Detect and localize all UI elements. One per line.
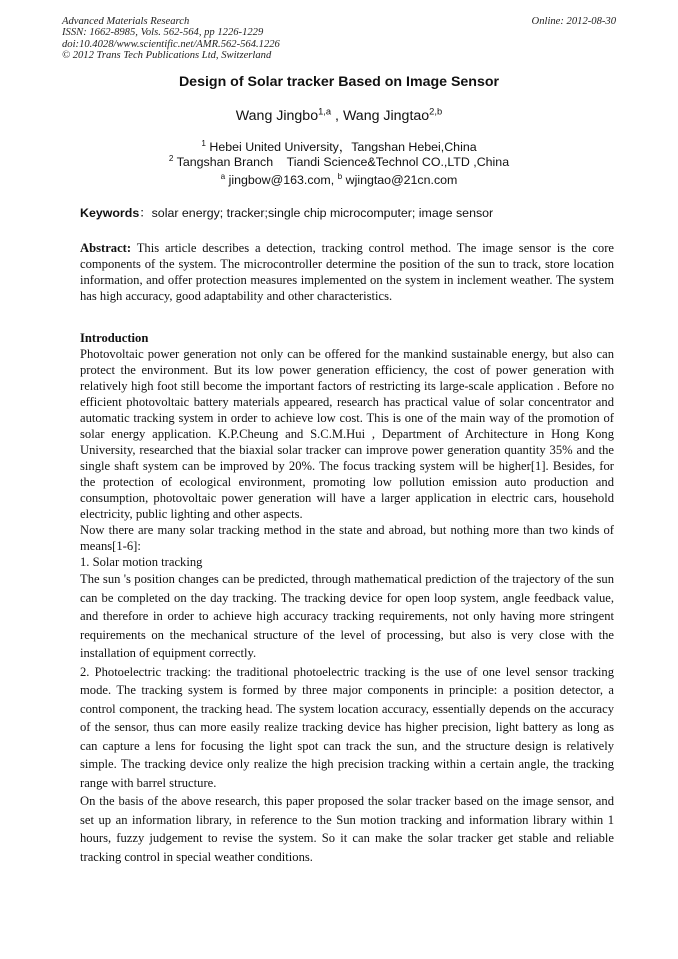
introduction-section	[80, 330, 614, 866]
email-a-mark: a	[220, 171, 226, 181]
author-line	[0, 108, 678, 124]
method-1-title: 1. Solar motion tracking	[80, 555, 203, 569]
affiliation-2-text: Tangshan Branch Tiandi Science&Technol CO.,LTD ,China	[173, 155, 510, 169]
email-line	[0, 173, 678, 187]
intro-paragraph-3: On the basis of the above research, this paper proposed the solar tracker based on the image sensor, and set up an information library, in reference to the Sun motion tracking and information library within 1 hours, fuzzy judgement to revise the system. So it can make the solar tracker get stable and reliable tracking control in special weather conditions.	[80, 794, 614, 864]
abstract-text: This article describes a detection, tracking control method. The image sensor is the core components of the system. The microcontroller determine the position of the sun to track, store location information, and offer protection measures implemented on the system in inclement weather. The system has high accuracy, good adaptability and other characteristics.	[80, 241, 615, 303]
method-1-text: The sun 's position changes can be predicted, through mathematical prediction of the trajectory of the sun can be completed on the day tracking. The tracking device for open loop system, angle feedback value, and therefore in order to achieve high accuracy tracking requirements, not only having more stringent requirements on the mechanical structure of the level of processing, but also is very close with the installation of equipment correctly.	[80, 572, 614, 660]
abstract-label: Abstract:	[80, 241, 132, 255]
email-a: jingbow@163.com,	[225, 173, 338, 187]
affiliation-1-mark: 1	[201, 138, 206, 148]
journal-name: Advanced Materials Research	[62, 16, 190, 27]
introduction-heading: Introduction	[80, 331, 149, 345]
issn-line: ISSN: 1662-8985, Vols. 562-564, pp 1226-1229	[62, 27, 264, 39]
online-date: Online: 2012-08-30	[531, 16, 616, 27]
abstract	[80, 240, 614, 304]
affiliation-2	[0, 155, 678, 169]
email-b: wjingtao@21cn.com	[342, 173, 458, 187]
intro-paragraph-2: Now there are many solar tracking method in the state and abroad, but nothing more than two kinds of means[1-6]:	[80, 523, 614, 553]
author-1-affil-mark: 1,a	[318, 106, 332, 117]
method-2-text: 2. Photoelectric tracking: the traditional photoelectric tracking is the use of one level sensor tracking mode. The tracking system is formed by three major components in principle: a position detector, a control component, the tracking head. The system location accuracy, essentially depends on the accuracy of the sensor, thus can more easily realize tracking device has higher precision, light battery as long as can capture a lens for focusing the light spot can track the sun, and the structure design is relatively simple. The tracking device only realize the high precision tracking within a certain angle, the tracking range with barrel structure.	[80, 664, 614, 790]
author-1: Wang Jingbo	[235, 108, 319, 124]
affiliation-1-text: Hebei United University，Tangshan Hebei,China	[205, 140, 477, 154]
paper-title: Design of Solar tracker Based on Image Sensor	[178, 74, 500, 90]
email-b-mark: b	[337, 171, 343, 181]
keywords-label: Keywords	[80, 206, 140, 220]
author-separator: ,	[331, 108, 343, 124]
journal-header	[62, 16, 616, 62]
author-2-affil-mark: 2,b	[429, 106, 443, 117]
keywords-separator: ：	[139, 206, 152, 220]
keywords	[80, 203, 493, 221]
doi-line: doi:10.4028/www.scientific.net/AMR.562-564.1226	[62, 38, 280, 50]
affiliation-2-mark: 2	[168, 153, 174, 163]
author-2: Wang Jingtao	[342, 108, 430, 124]
affiliation-1	[0, 137, 678, 155]
keywords-text: solar energy; tracker;single chip microcomputer; image sensor	[151, 206, 494, 220]
copyright-line: © 2012 Trans Tech Publications Ltd, Switzerland	[62, 50, 272, 62]
intro-paragraph-1: Photovoltaic power generation not only can be offered for the mankind sustainable energy, but also can protect the environment. But its low power generation efficiency, the cost of power generation with relatively high foot still become the important factors of restricting its large-scale application . Before no efficient photovoltaic battery materials appeared, research has practical value of solar concentrator and automatic tracking system in order to achieve low cost. This is one of the main way of the promotion of solar energy application. K.P.Cheung and S.C.M.Hui , Department of Architecture in Hong Kong University, researched that the biaxial solar tracker can improve power generation quantity 35% and the single shaft system can be improved by 20%. The focus tracking system will be higher[1]. Besides, for the protection of ecological environment, promoting low pollution emission auto production and consumption, photovoltaic power generation will have a larger application in electric cars, household electricity, public lighting and other aspects.	[80, 347, 614, 521]
